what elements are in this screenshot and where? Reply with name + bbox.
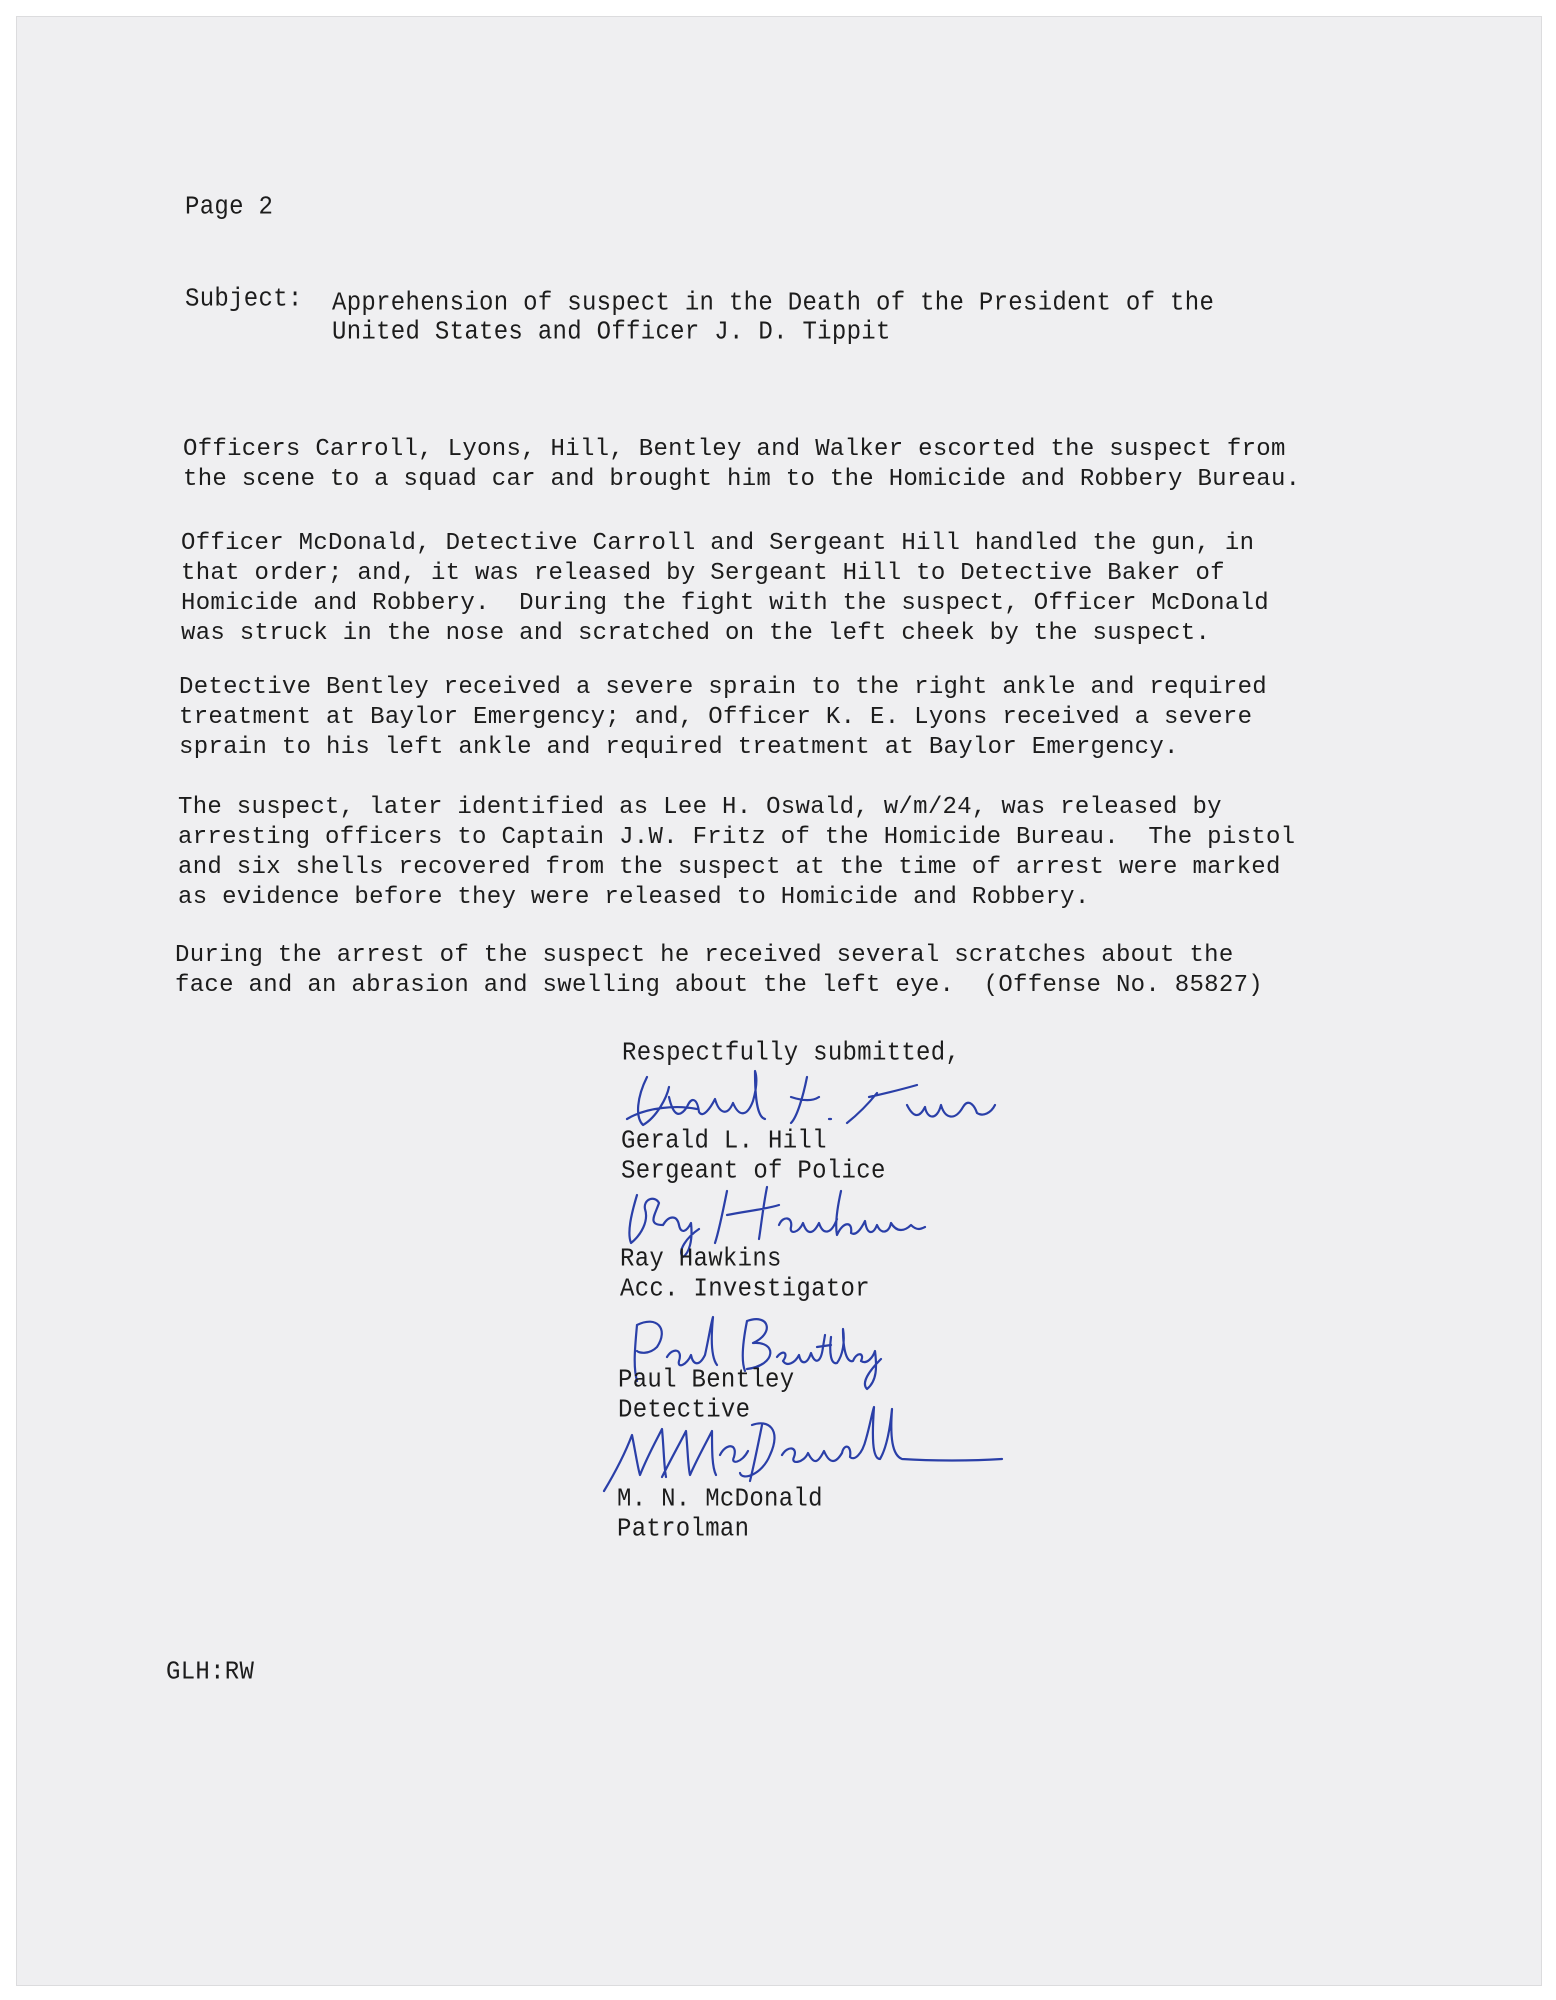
closing: Respectfully submitted, bbox=[622, 1039, 961, 1069]
text-line: that order; and, it was released by Sergeant Hill to Detective Baker of bbox=[181, 560, 1225, 587]
page-number: Page 2 bbox=[185, 193, 274, 223]
signatory-title-1: Sergeant of Police bbox=[621, 1157, 886, 1187]
text-line: the scene to a squad car and brought him to the Homicide and Robbery Bureau. bbox=[183, 466, 1301, 493]
signatory-title-3: Detective bbox=[618, 1396, 751, 1426]
paragraph-4 bbox=[178, 793, 1518, 913]
signatory-title-4: Patrolman bbox=[617, 1515, 750, 1545]
paragraph-1 bbox=[183, 435, 1523, 495]
paragraph-2 bbox=[181, 529, 1521, 649]
text-line: as evidence before they were released to Homicide and Robbery. bbox=[178, 884, 1090, 911]
signatory-name-4: M. N. McDonald bbox=[617, 1485, 823, 1515]
signatory-title-2: Acc. Investigator bbox=[620, 1275, 870, 1305]
text-line: and six shells recovered from the suspect at the time of arrest were marked bbox=[178, 854, 1281, 881]
text-line: sprain to his left ankle and required treatment at Baylor Emergency. bbox=[179, 734, 1179, 761]
paragraph-5 bbox=[175, 941, 1515, 1001]
subject-label: Subject: bbox=[185, 285, 303, 315]
subject-line-1: Apprehension of suspect in the Death of the President of the bbox=[332, 289, 1215, 319]
typist-initials: GLH:RW bbox=[166, 1658, 255, 1688]
subject-line-2: United States and Officer J. D. Tippit bbox=[332, 318, 891, 348]
text-line: The suspect, later identified as Lee H. Oswald, w/m/24, was released by bbox=[178, 794, 1222, 821]
text-line: Homicide and Robbery. During the fight with the suspect, Officer McDonald bbox=[181, 590, 1269, 617]
text-line: treatment at Baylor Emergency; and, Officer K. E. Lyons received a severe bbox=[179, 704, 1253, 731]
text-line: Detective Bentley received a severe sprain to the right ankle and required bbox=[179, 674, 1267, 701]
text-line: arresting officers to Captain J.W. Fritz of the Homicide Bureau. The pistol bbox=[178, 824, 1296, 851]
text-line: Officer McDonald, Detective Carroll and Sergeant Hill handled the gun, in bbox=[181, 530, 1255, 557]
document-page bbox=[16, 16, 1542, 1986]
signatory-name-2: Ray Hawkins bbox=[620, 1245, 782, 1275]
text-line: During the arrest of the suspect he received several scratches about the bbox=[175, 942, 1234, 969]
text-line: Officers Carroll, Lyons, Hill, Bentley and Walker escorted the suspect from bbox=[183, 436, 1286, 463]
text-line: was struck in the nose and scratched on the left cheek by the suspect. bbox=[181, 620, 1211, 647]
signatory-name-1: Gerald L. Hill bbox=[621, 1127, 827, 1157]
paragraph-3 bbox=[179, 673, 1519, 763]
signatory-name-3: Paul Bentley bbox=[618, 1366, 795, 1396]
text-line: face and an abrasion and swelling about the left eye. (Offense No. 85827) bbox=[175, 972, 1263, 999]
